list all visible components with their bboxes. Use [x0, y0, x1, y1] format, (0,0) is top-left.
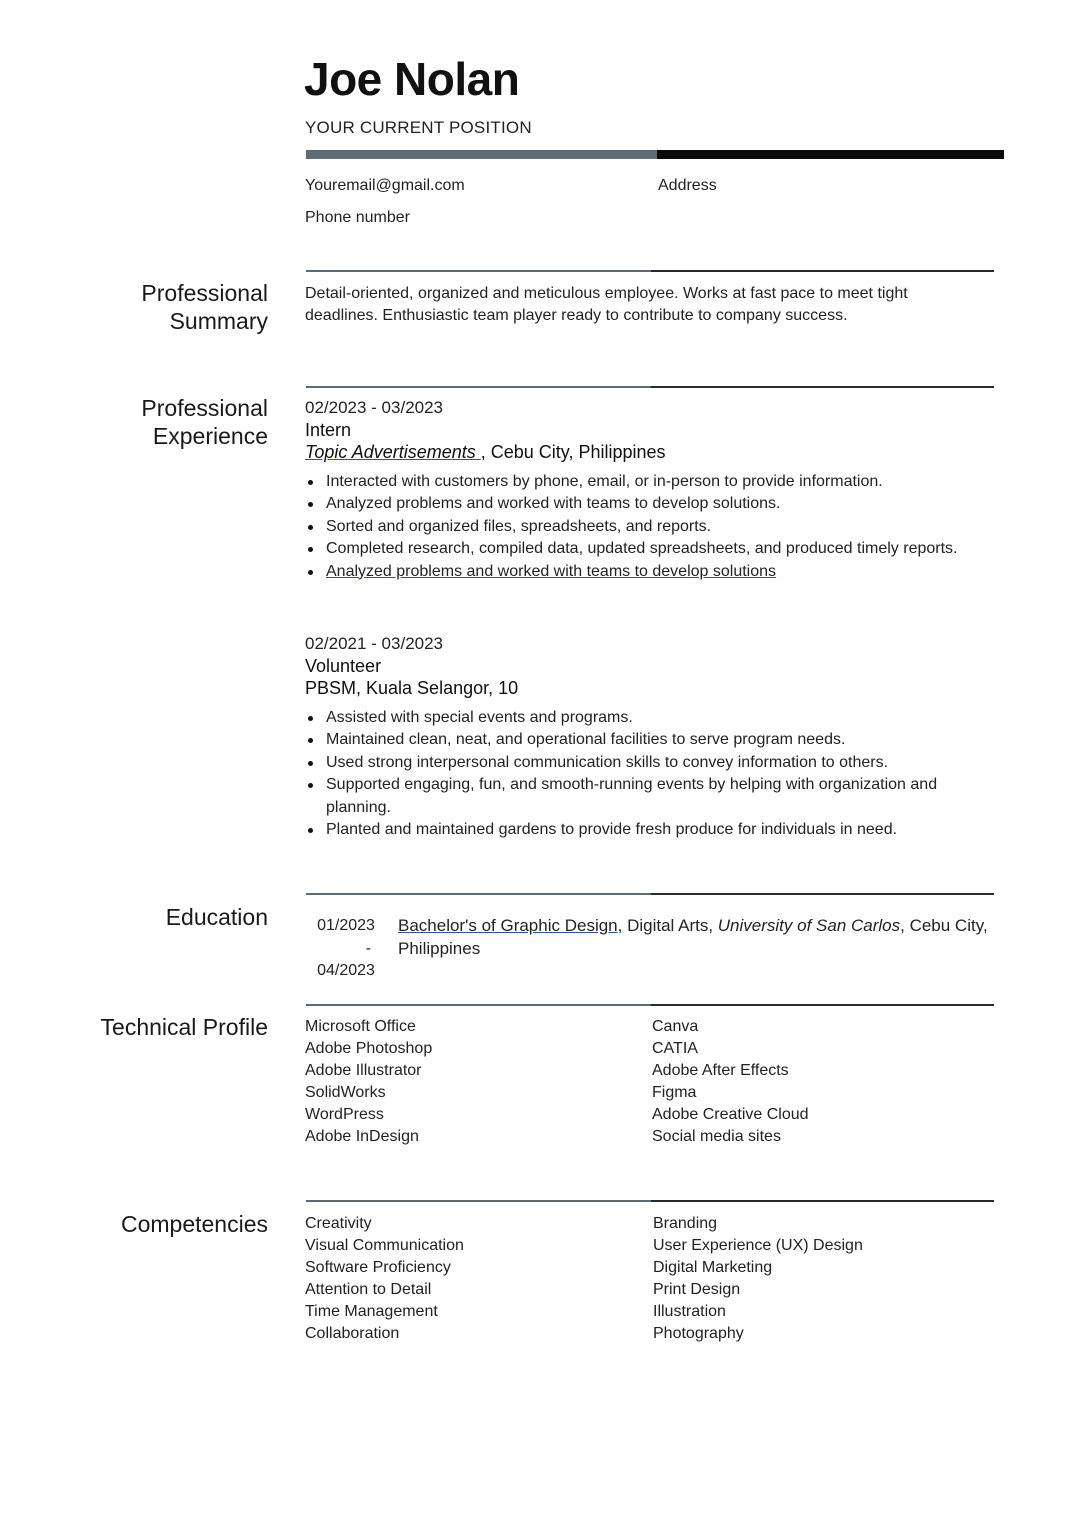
list-item: Adobe After Effects — [652, 1062, 789, 1079]
job-title: Intern — [305, 420, 352, 440]
list-item: Illustration — [653, 1303, 726, 1320]
list-item: Assisted with special events and programs. — [305, 707, 985, 729]
experience-divider — [306, 386, 994, 388]
list-item: Time Management — [305, 1303, 438, 1320]
list-item: Analyzed problems and worked with teams to develop solutions. — [305, 493, 985, 515]
list-item: Figma — [652, 1084, 697, 1101]
education-dates — [313, 915, 379, 983]
list-item: Canva — [652, 1018, 699, 1035]
experience-heading-line1: Professional — [141, 395, 268, 421]
technical-divider — [306, 1004, 994, 1006]
list-item: Analyzed problems and worked with teams to develop solutions — [305, 561, 985, 583]
list-item: Completed research, compiled data, updated spreadsheets, and produced timely reports. — [305, 538, 985, 560]
header-accent-bar-right — [657, 150, 1004, 159]
job-date: 02/2021 - 03/2023 — [305, 634, 444, 653]
list-item: Adobe Creative Cloud — [652, 1106, 809, 1123]
company-name: Topic Advertisements — [305, 442, 481, 462]
list-item: Sorted and organized files, spreadsheets, and reports. — [305, 516, 985, 538]
list-item: Software Proficiency — [305, 1259, 451, 1276]
summary-divider — [306, 270, 994, 272]
summary-heading-line2: Summary — [169, 308, 268, 334]
company-location: , Cebu City, Philippines — [480, 442, 666, 462]
competencies-list-right — [653, 1213, 863, 1345]
competencies-heading: Competencies — [120, 1211, 268, 1237]
education-heading: Education — [165, 904, 268, 930]
company-name: PBSM, Kuala Selangor, 10 — [305, 678, 519, 698]
contact-phone: Phone number — [305, 209, 410, 226]
technical-heading: Technical Profile — [100, 1014, 268, 1040]
list-item: Supported engaging, fun, and smooth-running events by helping with organization and planning. — [305, 774, 985, 819]
contact-email: Youremail@gmail.com — [305, 177, 465, 194]
job-company — [305, 677, 985, 699]
job-bullets — [305, 471, 985, 583]
job-bullets — [305, 707, 985, 841]
education-date-end: 04/2023 — [317, 962, 375, 979]
job-title: Volunteer — [305, 656, 382, 676]
job-entry — [305, 633, 985, 841]
list-item: Adobe InDesign — [305, 1128, 419, 1145]
current-position: YOUR CURRENT POSITION — [305, 118, 532, 137]
list-item: WordPress — [305, 1106, 384, 1123]
header-accent-bar-left — [306, 150, 657, 159]
technical-list-left — [305, 1016, 432, 1148]
education-description — [398, 914, 988, 960]
summary-text-line1: Detail-oriented, organized and meticulous employee. Works at fast pace to meet tight — [305, 285, 908, 302]
job-company — [305, 441, 985, 463]
summary-heading-line1: Professional — [141, 280, 268, 306]
list-item: User Experience (UX) Design — [653, 1237, 863, 1254]
list-item: Collaboration — [305, 1325, 400, 1342]
competencies-divider — [306, 1200, 994, 1202]
list-item: Adobe Illustrator — [305, 1062, 422, 1079]
experience-heading — [0, 394, 268, 450]
list-item: Used strong interpersonal communication skills to convey information to others. — [305, 752, 985, 774]
competencies-list-left — [305, 1213, 464, 1345]
list-item: Visual Communication — [305, 1237, 464, 1254]
list-item: Planted and maintained gardens to provide fresh produce for individuals in need. — [305, 819, 985, 841]
education-location: , Cebu City, Philippines — [398, 916, 988, 958]
list-item: Print Design — [653, 1281, 741, 1298]
list-item: Attention to Detail — [305, 1281, 432, 1298]
job-date: 02/2023 - 03/2023 — [305, 398, 444, 417]
summary-text-line2: deadlines. Enthusiastic team player ready to contribute to company success. — [305, 307, 848, 324]
list-item: SolidWorks — [305, 1084, 386, 1101]
contact-address: Address — [658, 177, 717, 194]
list-item: Photography — [653, 1325, 744, 1342]
experience-heading-line2: Experience — [152, 423, 268, 449]
list-item: CATIA — [652, 1040, 698, 1057]
education-school: University of San Carlos — [717, 916, 901, 935]
technical-list-right — [652, 1016, 809, 1148]
education-date-start: 01/2023 — [317, 917, 375, 934]
list-item: Interacted with customers by phone, email, or in-person to provide information. — [305, 471, 985, 493]
education-field: , Digital Arts, — [617, 916, 718, 935]
list-item: Adobe Photoshop — [305, 1040, 433, 1057]
list-item: Maintained clean, neat, and operational facilities to serve program needs. — [305, 729, 985, 751]
list-item: Microsoft Office — [305, 1018, 416, 1035]
job-entry — [305, 397, 985, 583]
education-degree: Bachelor's of Graphic Design — [398, 916, 618, 935]
summary-heading — [0, 279, 268, 335]
resume-name: Joe Nolan — [304, 53, 520, 105]
list-item: Digital Marketing — [653, 1259, 773, 1276]
education-divider — [306, 893, 994, 895]
list-item: Social media sites — [652, 1128, 781, 1145]
list-item: Creativity — [305, 1215, 372, 1232]
summary-text — [305, 283, 1005, 327]
list-item: Branding — [653, 1215, 718, 1232]
education-date-separator: - — [365, 939, 371, 957]
